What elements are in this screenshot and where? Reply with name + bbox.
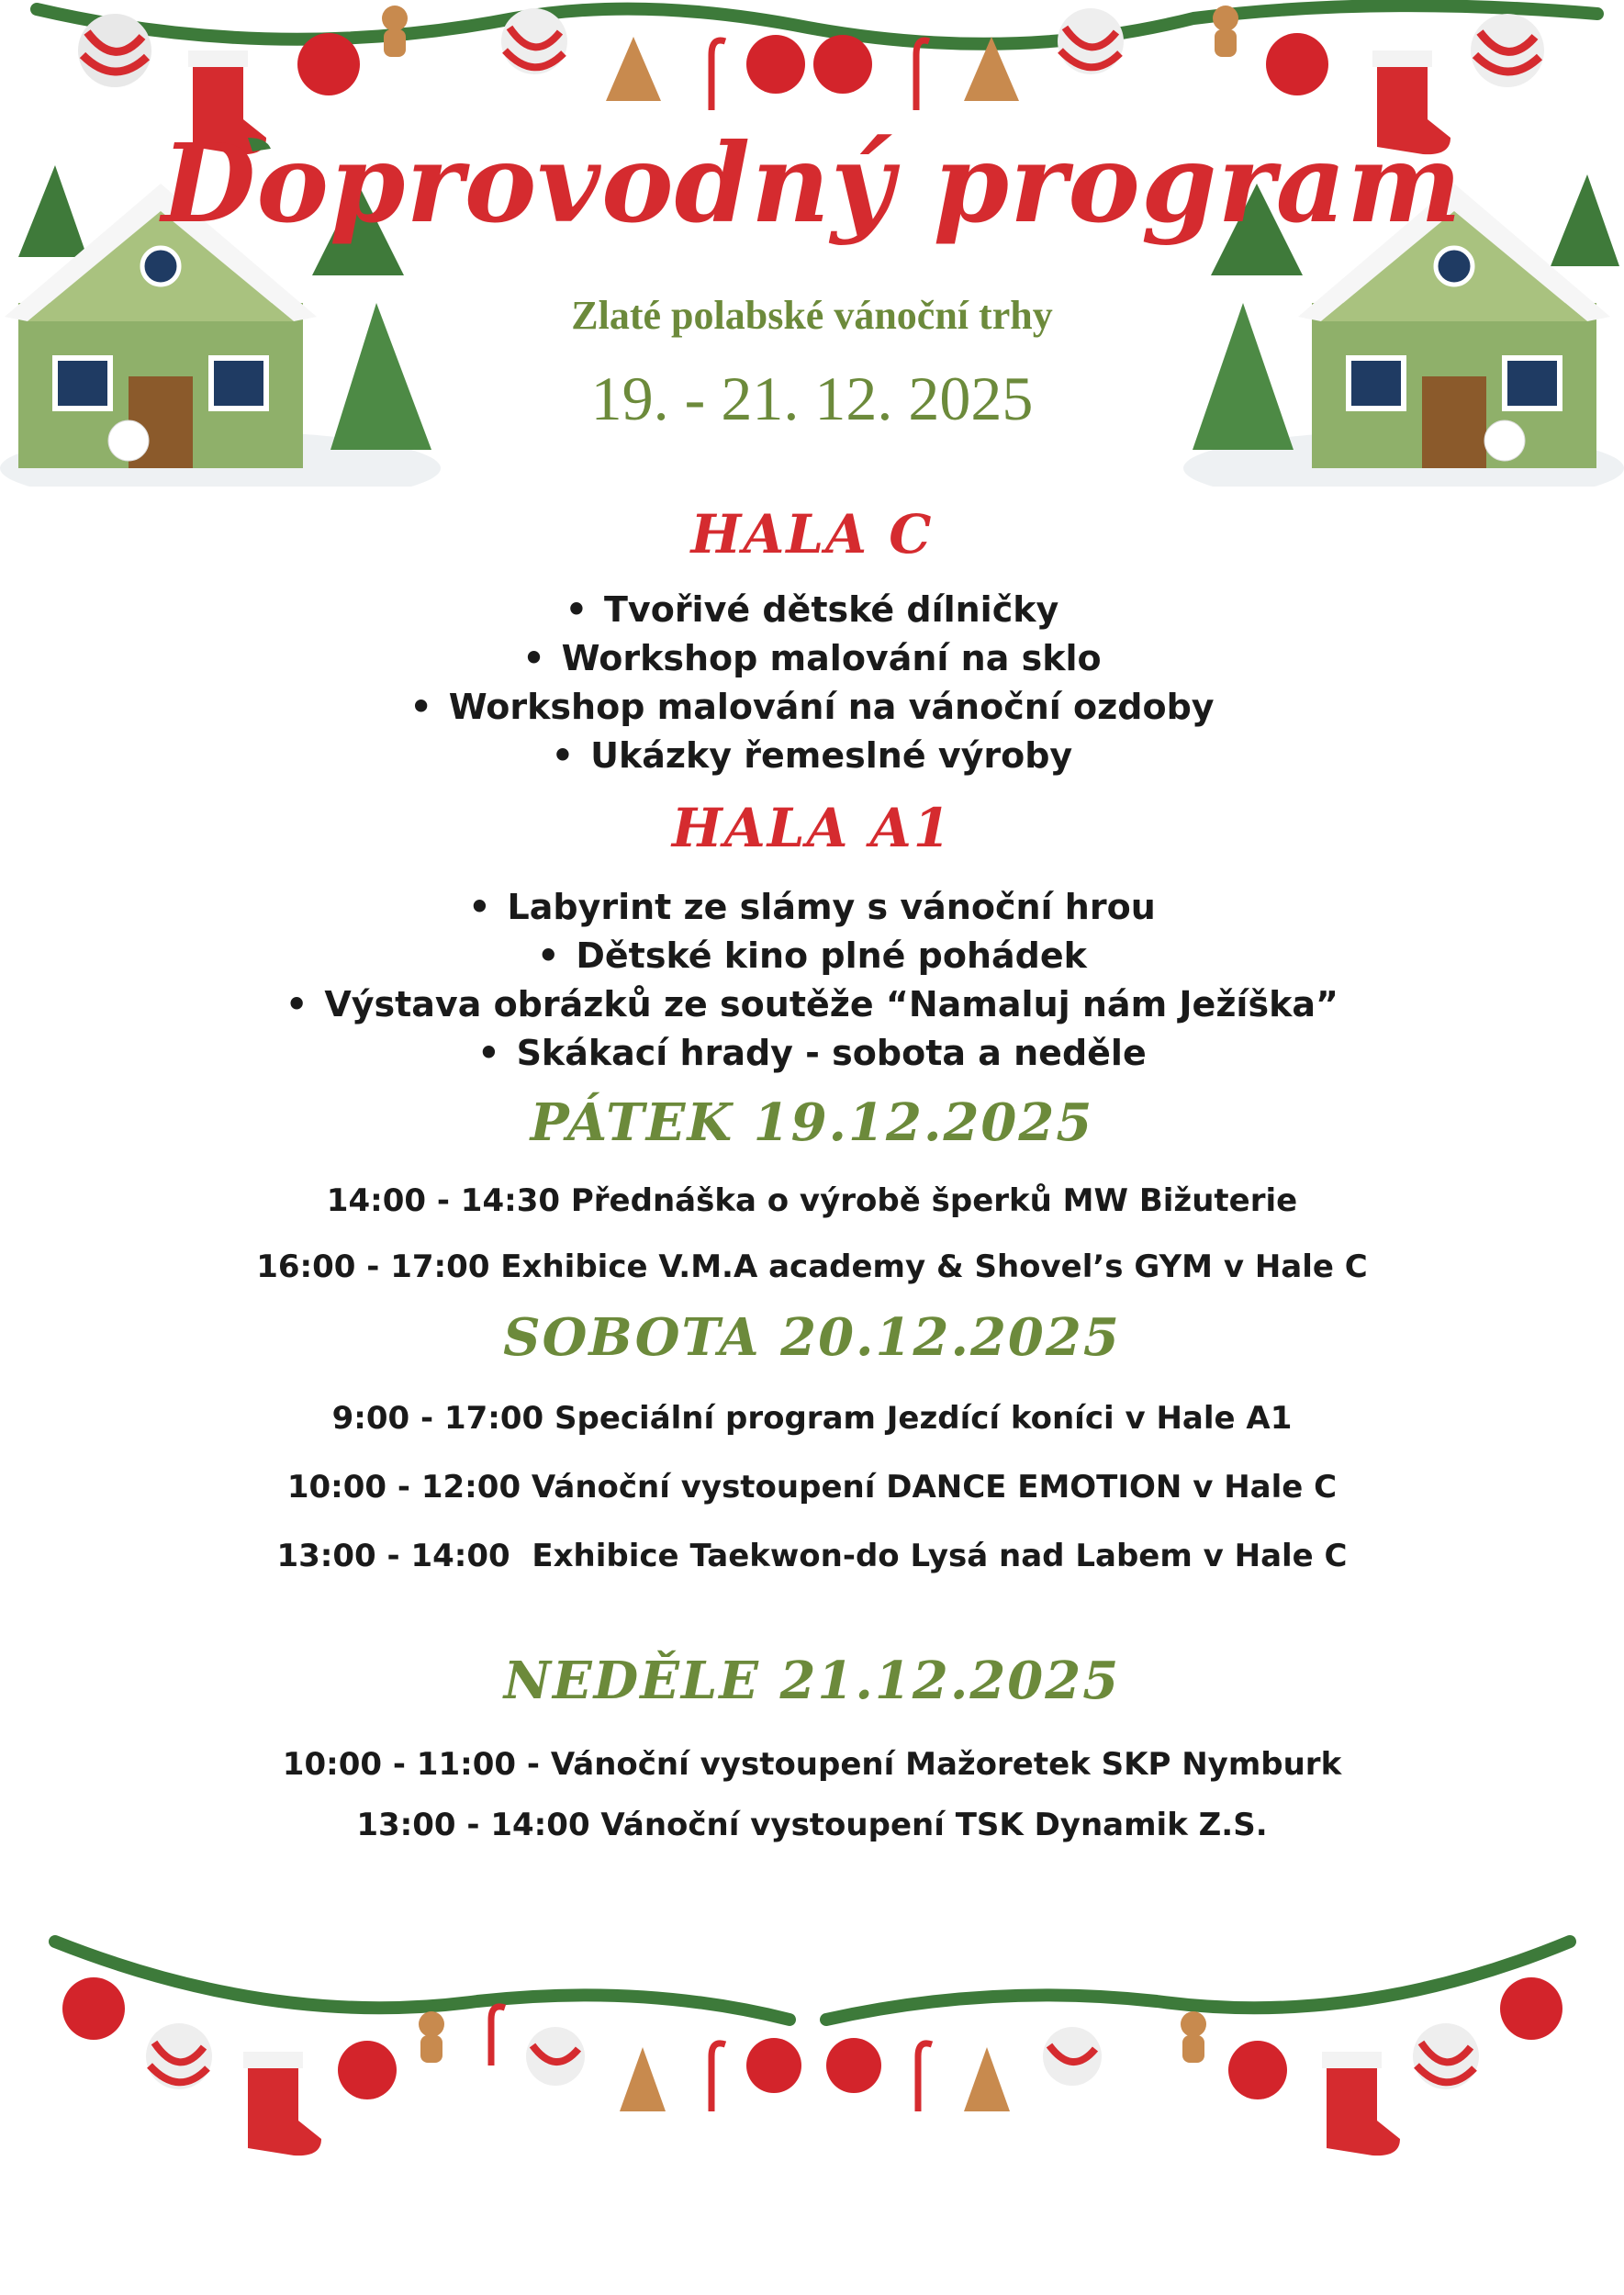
- stocking-icon: [243, 2052, 321, 2155]
- ornament-red-icon: [1500, 1977, 1562, 2040]
- list-item: • Dětské kino plné pohádek: [0, 932, 1624, 980]
- event-dates: 19. - 21. 12. 2025: [590, 364, 1034, 433]
- sunday-title: NEDĚLE 21.12.2025: [503, 1651, 1121, 1711]
- gingerbread-tree-icon: [964, 2047, 1010, 2111]
- ornament-striped-icon: [501, 8, 567, 74]
- ornament-red-icon: [746, 2038, 801, 2093]
- schedule-row: 13:00 - 14:00 Exhibice Taekwon-do Lysá nad Labem v Hale C: [276, 1538, 1348, 1574]
- schedule-row: 10:00 - 11:00 - Vánoční vystoupení Mažoretek SKP Nymburk: [282, 1746, 1342, 1783]
- gingerbread-tree-icon: [620, 2047, 666, 2111]
- ornament-striped-icon: [1058, 8, 1124, 74]
- list-item: • Výstava obrázků ze soutěže “Namaluj nám Ježíška”: [0, 980, 1624, 1029]
- ornament-red-icon: [826, 2038, 881, 2093]
- ornament-red-icon: [297, 33, 360, 95]
- ornament-red-icon: [1228, 2041, 1287, 2099]
- candy-cane-icon: [711, 2043, 725, 2111]
- ornament-red-icon: [746, 35, 805, 94]
- candy-cane-icon: [711, 40, 725, 110]
- list-item: • Workshop malování na vánoční ozdoby: [0, 683, 1624, 732]
- schedule-row: 13:00 - 14:00 Vánoční vystoupení TSK Dynamik Z.S.: [356, 1807, 1268, 1843]
- schedule-row: 9:00 - 17:00 Speciální program Jezdící koníci v Hale A1: [331, 1400, 1293, 1437]
- ornament-striped-icon: [1471, 14, 1544, 87]
- page-title: Doprovodný program: [161, 119, 1462, 247]
- stocking-icon: [1322, 2052, 1400, 2155]
- ornament-red-icon: [1266, 33, 1328, 95]
- hall-a1-list: [0, 883, 1624, 1078]
- list-item: • Ukázky řemeslné výroby: [0, 732, 1624, 780]
- list-item: • Labyrint ze slámy s vánoční hrou: [0, 883, 1624, 932]
- friday-title: PÁTEK 19.12.2025: [530, 1092, 1094, 1153]
- candy-cane-icon: [918, 2043, 932, 2111]
- list-item: • Skákací hrady - sobota a neděle: [0, 1029, 1624, 1078]
- event-subtitle: Zlaté polabské vánoční trhy: [571, 293, 1053, 338]
- gingerbread-tree-icon: [606, 37, 661, 101]
- schedule-row: 10:00 - 12:00 Vánoční vystoupení DANCE EMOTION v Hale C: [286, 1469, 1338, 1506]
- schedule-row: 14:00 - 14:30 Přednáška o výrobě šperků MW Bižuterie: [326, 1182, 1298, 1219]
- saturday-title: SOBOTA 20.12.2025: [503, 1307, 1121, 1368]
- bottom-garland-decoration: [0, 1919, 1624, 2176]
- schedule-row: 16:00 - 17:00 Exhibice V.M.A academy & Shovel’s GYM v Hale C: [256, 1248, 1368, 1285]
- ornament-striped-icon: [146, 2023, 212, 2089]
- ornament-red-icon: [62, 1977, 125, 2040]
- gingerbread-icon: [1213, 6, 1238, 57]
- hall-c-title: HALA C: [690, 503, 934, 565]
- ornament-striped-icon: [1043, 2027, 1102, 2086]
- gingerbread-icon: [1181, 2011, 1206, 2063]
- ornament-striped-icon: [1413, 2023, 1479, 2089]
- hall-c-list: [0, 586, 1624, 780]
- candy-cane-icon: [916, 40, 929, 110]
- ornament-striped-icon: [526, 2027, 585, 2086]
- hall-a1-title: HALA A1: [671, 797, 953, 859]
- ornament-red-icon: [78, 14, 151, 87]
- list-item: • Tvořivé dětské dílničky: [0, 586, 1624, 634]
- list-item: • Workshop malování na sklo: [0, 634, 1624, 683]
- candy-cane-icon: [491, 2007, 505, 2066]
- ornament-red-icon: [338, 2041, 397, 2099]
- ornament-red-icon: [813, 35, 872, 94]
- gingerbread-icon: [419, 2011, 444, 2063]
